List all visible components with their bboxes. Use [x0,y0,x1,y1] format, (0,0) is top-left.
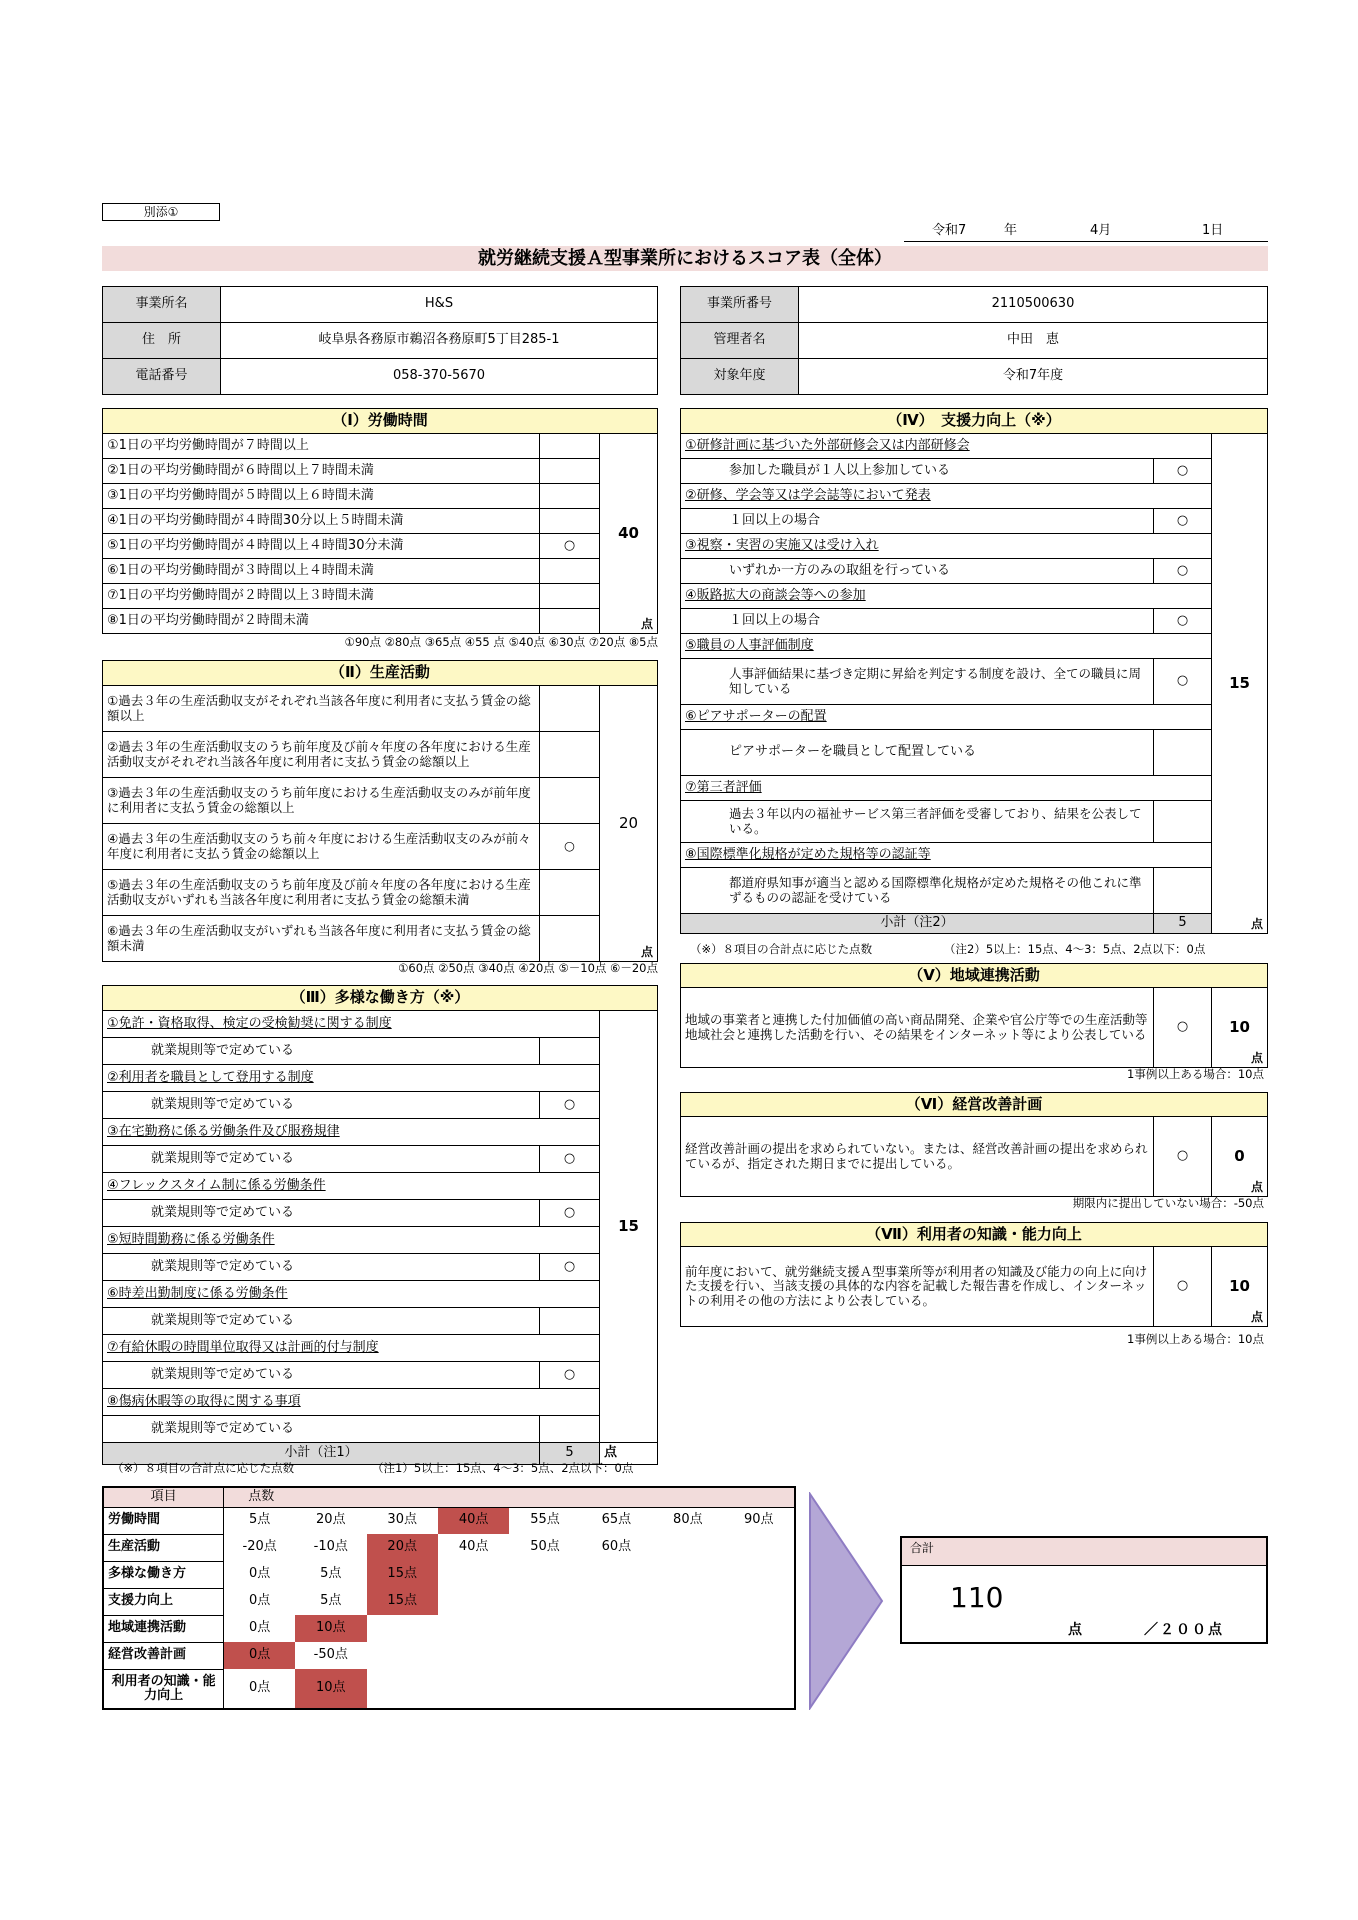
s2-item: ⑤過去３年の生産活動収支のうち前年度及び前々年度の各年度における生産活動収支がいずれも当該各年度に利用者に支払う賃金の総額未満 [103,870,540,916]
summary-cell [509,1561,580,1588]
summary-cell: 0点 [249,1620,271,1636]
manager-label: 管理者名 [681,323,799,359]
s2-item: ②過去３年の生産活動収支のうち前年度及び前々年度の各年度における生産活動収支がそれぞれ当該各年度に利用者に支払う賃金の総額以上 [103,732,540,778]
summary-row [103,1615,795,1642]
summary-cell [652,1615,723,1642]
info-table-right [680,286,1268,395]
section-1-title: （Ⅰ）労働時間 [103,409,658,434]
section-regional [680,963,1268,1068]
summary-cell [724,1561,795,1588]
summary-cell [438,1561,509,1588]
s4-item-sub: 参加した職員が１人以上参加している [681,459,1154,484]
office-no: 2110500630 [799,287,1268,323]
s4-item-sub: 過去３年以内の福祉サービス第三者評価を受審しており、結果を公表している。 [681,801,1154,843]
manager: 中田 恵 [799,323,1268,359]
s4-subtotal-label: 小計（注2） [681,914,1154,934]
summary-col-item: 項目 [103,1487,224,1507]
summary-cell: 30点 [387,1512,417,1528]
s1-score: 40 [618,523,639,542]
summary-cell: 15点 [367,1561,438,1588]
summary-row-label: 労働時間 [103,1507,224,1534]
office-name-label: 事業所名 [103,287,221,323]
s1-note: ①90点 ②80点 ③65点 ④55 点 ⑤40点 ⑥30点 ⑦20点 ⑧5点 [344,635,658,649]
summary-cell [438,1642,509,1669]
s7-text: 前年度において、就労継続支援Ａ型事業所等が利用者の知識及び能力の向上に向けた支援を行い、当該支援の具体的な内容を記載した報告書を作成し、インターネットの利用その他の方法により公表している。 [681,1247,1154,1327]
s5-score-cell [1212,988,1268,1068]
summary-row [103,1642,795,1669]
s3-item-sub: 就業規則等で定めている [103,1092,540,1119]
s3-item-sub: 就業規則等で定めている [103,1308,540,1335]
section-7-title: （Ⅶ）利用者の知識・能力向上 [681,1223,1268,1247]
summary-cell: 50点 [530,1539,560,1555]
summary-cell [438,1669,509,1709]
summary-cell [509,1669,580,1709]
s1-mark [540,484,600,509]
s1-mark [540,559,600,584]
section-user-skills [680,1222,1268,1327]
summary-cell [724,1615,795,1642]
office-no-label: 事業所番号 [681,287,799,323]
s3-item-sub: 就業規則等で定めている [103,1416,540,1443]
s3-subtotal: 5 [540,1443,600,1465]
summary-row-label: 支援力向上 [103,1588,224,1615]
office-name: H&S [221,287,658,323]
s7-score-cell [1212,1247,1268,1327]
attachment-label: 別添① [102,203,220,221]
summary-row-label: 利用者の知識・能力向上 [103,1669,224,1709]
s3-mark: ○ [540,1200,600,1227]
section-working-hours [102,408,658,634]
s4-unit: 点 [1250,917,1263,932]
summary-cell: 5点 [320,1566,342,1582]
s2-note: ①60点 ②50点 ③40点 ④20点 ⑤－10点 ⑥－20点 [398,961,658,975]
summary-cell: 80点 [673,1512,703,1528]
s3-mark: ○ [540,1146,600,1173]
section-management [680,1092,1268,1197]
summary-cell [652,1588,723,1615]
s1-mark [540,584,600,609]
s3-item-sub: 就業規則等で定めている [103,1038,540,1065]
s4-item-head: ①研修計画に基づいた外部研修会又は内部研修会 [681,434,1212,459]
s1-mark [540,459,600,484]
s4-mark [1154,801,1212,843]
section-2-title: （Ⅱ）生産活動 [103,661,658,686]
summary-cell [581,1561,652,1588]
s3-item-sub: 就業規則等で定めている [103,1200,540,1227]
summary-cell [581,1642,652,1669]
summary-row [103,1588,795,1615]
summary-cell [724,1534,795,1561]
s1-item: ④1日の平均労働時間が４時間30分以上５時間未満 [103,509,540,534]
summary-cell [581,1615,652,1642]
s2-score-cell [600,686,658,962]
section-support-skills [680,408,1268,934]
summary-row-label: 多様な働き方 [103,1561,224,1588]
s4-note-right: （注2）5以上：15点、4～3：5点、2点以下：0点 [944,942,1206,956]
summary-cell [438,1588,509,1615]
s3-mark: ○ [540,1362,600,1389]
summary-cell: 10点 [295,1669,366,1709]
s3-item-head: ①免許・資格取得、検定の受検勧奨に関する制度 [103,1011,600,1038]
fiscal-year: 令和7年度 [799,359,1268,395]
s3-mark [540,1416,600,1443]
summary-cell [367,1615,438,1642]
s5-mark: ○ [1154,988,1212,1068]
s4-mark [1154,730,1212,776]
s1-item: ⑤1日の平均労働時間が４時間以上４時間30分未満 [103,534,540,559]
summary-cell: 55点 [530,1512,560,1528]
s4-mark: ○ [1154,459,1212,484]
summary-cell [509,1588,580,1615]
s3-item-head: ⑤短時間勤務に係る労働条件 [103,1227,600,1254]
s3-unit: 点 [600,1443,658,1465]
summary-cell [509,1642,580,1669]
summary-cell: 90点 [743,1512,774,1528]
summary-cell: 0点 [224,1642,295,1669]
summary-cell [367,1669,438,1709]
s3-mark: ○ [540,1092,600,1119]
s4-item-head: ⑧国際標準化規格が定めた規格等の認証等 [681,843,1212,868]
s3-item-head: ⑥時差出勤制度に係る労働条件 [103,1281,600,1308]
total-box [900,1536,1268,1644]
s3-item-sub: 就業規則等で定めている [103,1146,540,1173]
s6-unit: 点 [1250,1180,1263,1195]
s2-score: 20 [618,813,639,832]
s4-item-head: ④販路拡大の商談会等への参加 [681,584,1212,609]
summary-cell: 40点 [458,1539,489,1555]
s3-mark: ○ [540,1254,600,1281]
s4-item-sub: １回以上の場合 [681,509,1154,534]
summary-cell [509,1615,580,1642]
fiscal-year-label: 対象年度 [681,359,799,395]
s4-mark: ○ [1154,559,1212,584]
s2-mark [540,732,600,778]
s3-subtotal-label: 小計（注1） [103,1443,540,1465]
s4-item-sub: ピアサポーターを職員として配置している [681,730,1154,776]
date-month: 4月 [1090,223,1112,238]
s2-mark [540,778,600,824]
summary-cell [652,1642,723,1669]
s3-item-sub: 就業規則等で定めている [103,1254,540,1281]
s1-mark [540,509,600,534]
s3-item-head: ④フレックスタイム制に係る労働条件 [103,1173,600,1200]
s3-item-head: ⑧傷病休暇等の取得に関する事項 [103,1389,600,1416]
s4-item-sub: 人事評価結果に基づき定期に昇給を判定する制度を設け、全ての職員に周知している [681,659,1154,705]
summary-row [103,1534,795,1561]
phone: 058-370-5670 [221,359,658,395]
s2-mark [540,870,600,916]
page-title: 就労継続支援Ａ型事業所におけるスコア表（全体） [102,246,1268,271]
s3-score: 15 [600,1011,658,1443]
s2-mark [540,686,600,732]
s4-mark: ○ [1154,509,1212,534]
date-day: 1日 [1202,223,1224,238]
section-4-title: （Ⅳ） 支援力向上（※） [681,409,1268,434]
s2-mark [540,916,600,962]
section-6-title: （Ⅵ）経営改善計画 [681,1093,1268,1117]
total-max: ／２００点 [1144,1622,1224,1638]
s7-note: 1事例以上ある場合：10点 [1127,1332,1264,1346]
s7-mark: ○ [1154,1247,1212,1327]
s3-note-left: （※）８項目の合計点に応じた点数 [112,1461,295,1475]
s5-note: 1事例以上ある場合：10点 [1127,1067,1264,1081]
summary-row-label: 経営改善計画 [103,1642,224,1669]
summary-cell: 10点 [295,1615,366,1642]
s2-item: ③過去３年の生産活動収支のうち前年度における生産活動収支のみが前年度に利用者に支払う賃金の総額以上 [103,778,540,824]
s6-mark: ○ [1154,1117,1212,1197]
s4-item-head: ②研修、学会等又は学会誌等において発表 [681,484,1212,509]
s4-item-head: ③視察・実習の実施又は受け入れ [681,534,1212,559]
summary-cell: 5点 [249,1512,271,1528]
summary-cell: -50点 [313,1647,348,1663]
s4-mark [1154,868,1212,914]
summary-cell: 60点 [601,1539,632,1555]
summary-cell [652,1534,723,1561]
s6-text: 経営改善計画の提出を求められていない。または、経営改善計画の提出を求められているが、指定された期日までに提出している。 [681,1117,1154,1197]
s5-score: 10 [1229,1017,1250,1036]
date-era-year: 令和7 [932,223,967,238]
summary-cell: 15点 [367,1588,438,1615]
s1-item: ③1日の平均労働時間が５時間以上６時間未満 [103,484,540,509]
summary-cell: -20点 [242,1539,277,1555]
s1-item: ⑦1日の平均労働時間が２時間以上３時間未満 [103,584,540,609]
s4-item-head: ⑥ピアサポーターの配置 [681,705,1212,730]
s6-score: 0 [1234,1146,1245,1165]
section-3-title: （Ⅲ）多様な働き方（※） [103,986,658,1011]
summary-cell [438,1615,509,1642]
summary-cell: 65点 [601,1512,632,1528]
s7-score: 10 [1229,1276,1250,1295]
date-year-label: 年 [1004,223,1018,238]
s2-mark: ○ [540,824,600,870]
s7-unit: 点 [1250,1310,1263,1325]
summary-row-label: 生産活動 [103,1534,224,1561]
s1-mark: ○ [540,534,600,559]
section-diverse-work [102,985,658,1465]
s4-score-cell [1212,434,1268,934]
summary-cell [581,1669,652,1709]
phone-label: 電話番号 [103,359,221,395]
s4-item-sub: 都道府県知事が適当と認める国際標準化規格が定めた規格その他これに準ずるものの認証を受けている [681,868,1154,914]
total-value: 110 [950,1581,1004,1614]
total-unit: 点 [1068,1622,1082,1638]
s1-item: ②1日の平均労働時間が６時間以上７時間未満 [103,459,540,484]
address-label: 住 所 [103,323,221,359]
s4-item-sub: いずれか一方のみの取組を行っている [681,559,1154,584]
s3-mark [540,1038,600,1065]
summary-cell: 0点 [249,1593,271,1609]
summary-cell: 0点 [249,1566,271,1582]
summary-cell [724,1669,795,1709]
s1-mark [540,434,600,459]
s6-score-cell [1212,1117,1268,1197]
summary-col-points: 点数 [224,1487,795,1507]
s1-item: ①1日の平均労働時間が７時間以上 [103,434,540,459]
s2-item: ⑥過去３年の生産活動収支がいずれも当該各年度に利用者に支払う賃金の総額未満 [103,916,540,962]
summary-cell [724,1588,795,1615]
summary-cell: 20点 [316,1512,346,1528]
s1-score-cell [600,434,658,634]
summary-cell [724,1642,795,1669]
s1-item: ⑧1日の平均労働時間が２時間未満 [103,609,540,634]
summary-row [103,1561,795,1588]
info-table-left [102,286,658,395]
summary-cell: 20点 [367,1534,438,1561]
s2-unit: 点 [640,945,653,960]
s3-item-head: ②利用者を職員として登用する制度 [103,1065,600,1092]
date-line [904,224,1268,242]
summary-row-label: 地域連携活動 [103,1615,224,1642]
summary-cell [581,1588,652,1615]
summary-cell: 0点 [249,1680,271,1696]
s1-unit: 点 [640,617,653,632]
s5-text: 地域の事業者と連携した付加価値の高い商品開発、企業や官公庁等での生産活動等地域社会と連携した活動を行い、その結果をインターネット等により公表している [681,988,1154,1068]
s2-item: ①過去３年の生産活動収支がそれぞれ当該各年度に利用者に支払う賃金の総額以上 [103,686,540,732]
s3-item-sub: 就業規則等で定めている [103,1362,540,1389]
s4-mark: ○ [1154,659,1212,705]
total-label: 合計 [902,1538,1266,1566]
s4-item-sub: １回以上の場合 [681,609,1154,634]
s3-mark [540,1308,600,1335]
arrow-icon [808,1492,884,1710]
s2-item: ④過去３年の生産活動収支のうち前々年度における生産活動収支のみが前々年度に利用者に支払う賃金の総額以上 [103,824,540,870]
summary-row [103,1507,795,1534]
section-5-title: （Ⅴ）地域連携活動 [681,964,1268,988]
section-production [102,660,658,962]
s4-mark: ○ [1154,609,1212,634]
s4-note-left: （※）８項目の合計点に応じた点数 [690,942,873,956]
summary-row [103,1669,795,1709]
summary-cell [652,1561,723,1588]
summary-cell: 40点 [438,1507,509,1534]
summary-cell: -10点 [313,1539,348,1555]
s4-score: 15 [1229,673,1250,692]
summary-cell [652,1669,723,1709]
s3-item-head: ③在宅勤務に係る労働条件及び服務規律 [103,1119,600,1146]
s3-item-head: ⑦有給休暇の時間単位取得又は計画的付与制度 [103,1335,600,1362]
s5-unit: 点 [1250,1051,1263,1066]
s4-item-head: ⑦第三者評価 [681,776,1212,801]
s4-item-head: ⑤職員の人事評価制度 [681,634,1212,659]
s1-item: ⑥1日の平均労働時間が３時間以上４時間未満 [103,559,540,584]
s4-subtotal: 5 [1154,914,1212,934]
summary-table [102,1486,796,1710]
s6-note: 期限内に提出していない場合：-50点 [1072,1196,1264,1210]
summary-cell: 5点 [320,1593,342,1609]
summary-cell [367,1642,438,1669]
address: 岐阜県各務原市鵜沼各務原町5丁目285-1 [221,323,658,359]
s3-note-right: （注1）5以上：15点、4～3：5点、2点以下：0点 [372,1461,634,1475]
s1-mark [540,609,600,634]
